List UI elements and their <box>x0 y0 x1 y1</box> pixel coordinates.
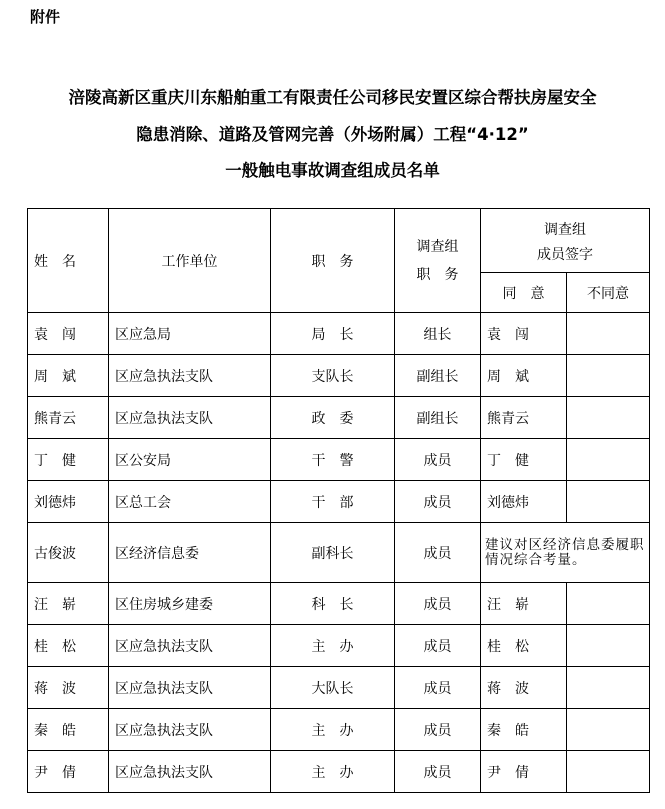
table-row <box>28 397 650 439</box>
document-title-line-2: 隐患消除、道路及管网完善（外场附属）工程“4·12” <box>136 125 529 144</box>
member-signature-agree: 袁 闯 <box>481 313 567 355</box>
member-role: 成员 <box>395 583 481 625</box>
member-unit: 区经济信息委 <box>109 523 271 583</box>
member-unit: 区应急执法支队 <box>109 751 271 793</box>
member-role: 成员 <box>395 523 481 583</box>
table-row <box>28 751 650 793</box>
member-name: 熊青云 <box>28 397 109 439</box>
header-role-line2: 职 务 <box>416 266 459 283</box>
member-signature-disagree <box>567 667 650 709</box>
member-unit: 区住房城乡建委 <box>109 583 271 625</box>
member-note: 建议对区经济信息委履职情况综合考量。 <box>481 523 650 583</box>
header-signature-line1: 调查组 <box>544 221 586 238</box>
header-signature-line2: 成员签字 <box>537 246 593 263</box>
document-title-line-1: 涪陵高新区重庆川东船舶重工有限责任公司移民安置区综合帮扶房屋安全 <box>68 88 597 107</box>
member-table <box>27 208 650 793</box>
member-signature-disagree <box>567 355 650 397</box>
header-unit: 工作单位 <box>109 209 271 313</box>
table-row <box>28 355 650 397</box>
member-signature-agree: 蒋 波 <box>481 667 567 709</box>
member-unit: 区应急执法支队 <box>109 667 271 709</box>
member-signature-agree: 丁 健 <box>481 439 567 481</box>
member-unit: 区应急执法支队 <box>109 355 271 397</box>
table-row <box>28 439 650 481</box>
member-name: 秦 皓 <box>28 709 109 751</box>
member-role: 成员 <box>395 439 481 481</box>
member-name: 汪 崭 <box>28 583 109 625</box>
table-row <box>28 313 650 355</box>
member-unit: 区公安局 <box>109 439 271 481</box>
table-row <box>28 667 650 709</box>
member-signature-agree: 尹 倩 <box>481 751 567 793</box>
member-position: 干 部 <box>271 481 395 523</box>
member-position: 局 长 <box>271 313 395 355</box>
header-row-1 <box>28 209 650 273</box>
member-position: 政 委 <box>271 397 395 439</box>
member-unit: 区总工会 <box>109 481 271 523</box>
member-signature-disagree <box>567 313 650 355</box>
header-role <box>395 209 481 313</box>
member-signature-disagree <box>567 481 650 523</box>
header-role-line1: 调查组 <box>416 238 459 255</box>
member-name: 袁 闯 <box>28 313 109 355</box>
member-position: 主 办 <box>271 625 395 667</box>
table-row <box>28 523 650 583</box>
member-position: 支队长 <box>271 355 395 397</box>
member-unit: 区应急执法支队 <box>109 709 271 751</box>
header-name: 姓 名 <box>28 209 109 313</box>
member-role: 成员 <box>395 667 481 709</box>
member-unit: 区应急执法支队 <box>109 625 271 667</box>
member-signature-disagree <box>567 709 650 751</box>
member-signature-disagree <box>567 751 650 793</box>
member-position: 主 办 <box>271 751 395 793</box>
header-signature <box>481 209 650 273</box>
member-signature-disagree <box>567 583 650 625</box>
member-signature-agree: 秦 皓 <box>481 709 567 751</box>
table-row <box>28 481 650 523</box>
member-name: 丁 健 <box>28 439 109 481</box>
member-role: 成员 <box>395 481 481 523</box>
member-name: 桂 松 <box>28 625 109 667</box>
member-role: 成员 <box>395 625 481 667</box>
member-signature-disagree <box>567 397 650 439</box>
header-agree: 同 意 <box>481 273 567 313</box>
member-position: 副科长 <box>271 523 395 583</box>
table-row <box>28 709 650 751</box>
member-name: 蒋 波 <box>28 667 109 709</box>
member-role: 副组长 <box>395 397 481 439</box>
table-row <box>28 625 650 667</box>
header-position: 职 务 <box>271 209 395 313</box>
member-unit: 区应急执法支队 <box>109 397 271 439</box>
member-signature-disagree <box>567 439 650 481</box>
member-name: 古俊波 <box>28 523 109 583</box>
member-name: 尹 倩 <box>28 751 109 793</box>
member-role: 成员 <box>395 709 481 751</box>
header-disagree: 不同意 <box>567 273 650 313</box>
member-role: 成员 <box>395 751 481 793</box>
member-name: 周 斌 <box>28 355 109 397</box>
member-position: 大队长 <box>271 667 395 709</box>
member-position: 科 长 <box>271 583 395 625</box>
attachment-label: 附件 <box>30 8 61 26</box>
document-title-line-3: 一般触电事故调查组成员名单 <box>225 161 440 180</box>
member-signature-agree: 熊青云 <box>481 397 567 439</box>
member-position: 干 警 <box>271 439 395 481</box>
member-signature-agree: 桂 松 <box>481 625 567 667</box>
member-role: 副组长 <box>395 355 481 397</box>
table-row <box>28 583 650 625</box>
member-position: 主 办 <box>271 709 395 751</box>
member-signature-agree: 周 斌 <box>481 355 567 397</box>
member-unit: 区应急局 <box>109 313 271 355</box>
member-signature-agree: 汪 崭 <box>481 583 567 625</box>
member-role: 组长 <box>395 313 481 355</box>
member-name: 刘德炜 <box>28 481 109 523</box>
member-signature-disagree <box>567 625 650 667</box>
member-signature-agree: 刘德炜 <box>481 481 567 523</box>
